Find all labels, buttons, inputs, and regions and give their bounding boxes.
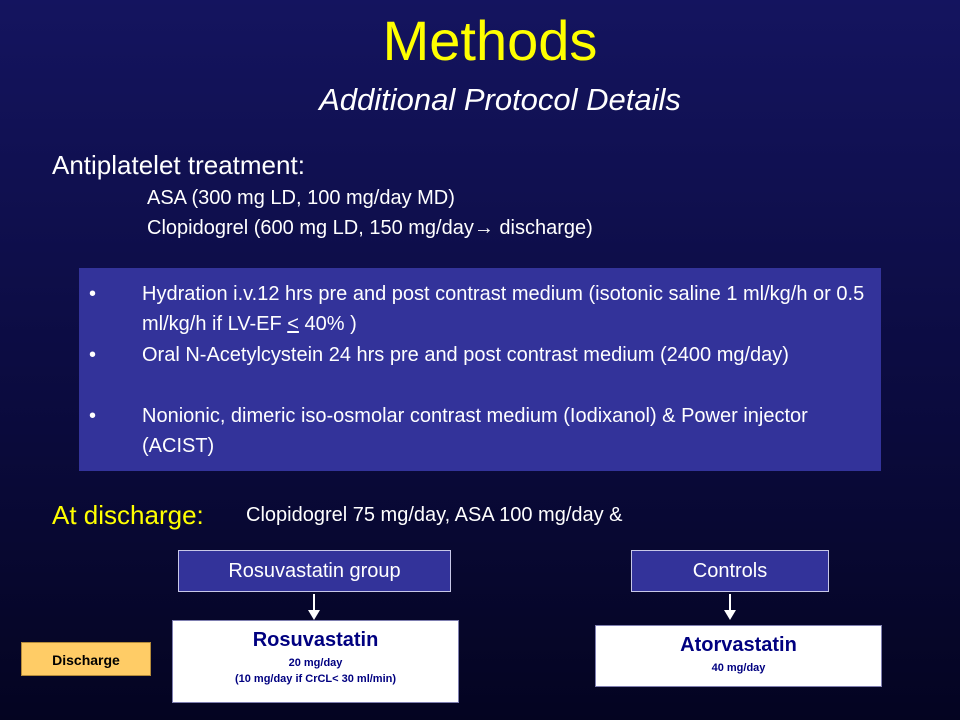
drug-name: Rosuvastatin bbox=[252, 629, 379, 651]
bullet-icon: • bbox=[89, 283, 97, 305]
antiplatelet-heading: Antiplatelet treatment: bbox=[52, 150, 305, 180]
protocol-details-box bbox=[79, 268, 881, 471]
drug-name: Atorvastatin bbox=[680, 634, 797, 656]
slide-subtitle: Additional Protocol Details bbox=[319, 82, 681, 117]
slide-title: Methods bbox=[382, 9, 598, 72]
drug-dose: 20 mg/day bbox=[288, 657, 343, 669]
less-equal-symbol: < bbox=[287, 313, 299, 335]
atorvastatin-dose-box bbox=[595, 625, 882, 687]
rosuvastatin-dose-box bbox=[172, 620, 459, 703]
rosuvastatin-group-box: Rosuvastatin group bbox=[178, 550, 451, 592]
protocol-item-text: Oral N-Acetylcystein 24 hrs pre and post contrast medium (2400 mg/day) bbox=[142, 344, 789, 366]
discharge-badge: Discharge bbox=[21, 642, 151, 676]
down-arrow-icon bbox=[308, 594, 320, 620]
hydration-threshold: 40% ) bbox=[298, 313, 357, 335]
bullet-icon: • bbox=[89, 344, 97, 366]
antiplatelet-line-asa: ASA (300 mg LD, 100 mg/day MD) bbox=[147, 187, 455, 209]
hydration-text: Hydration i.v.12 hrs pre and post contrast medium (isotonic saline 1 ml/kg/h or 0.5 ml/kg/h if LV-EF bbox=[142, 283, 865, 335]
down-arrow-icon bbox=[724, 594, 736, 620]
protocol-item-text bbox=[142, 279, 872, 339]
bullet-icon: • bbox=[89, 405, 97, 427]
protocol-item-text: Nonionic, dimeric iso-osmolar contrast medium (Iodixanol) & Power injector (ACIST) bbox=[142, 405, 808, 457]
discharge-heading: At discharge: bbox=[52, 500, 204, 530]
discharge-regimen-text: Clopidogrel 75 mg/day, ASA 100 mg/day & bbox=[246, 504, 623, 526]
drug-dose: 40 mg/day bbox=[711, 662, 766, 674]
antiplatelet-line-clopidogrel: Clopidogrel (600 mg LD, 150 mg/day→ discharge) bbox=[147, 217, 593, 239]
drug-dose-note: (10 mg/day if CrCL< 30 ml/min) bbox=[234, 673, 397, 685]
controls-group-box: Controls bbox=[631, 550, 829, 592]
